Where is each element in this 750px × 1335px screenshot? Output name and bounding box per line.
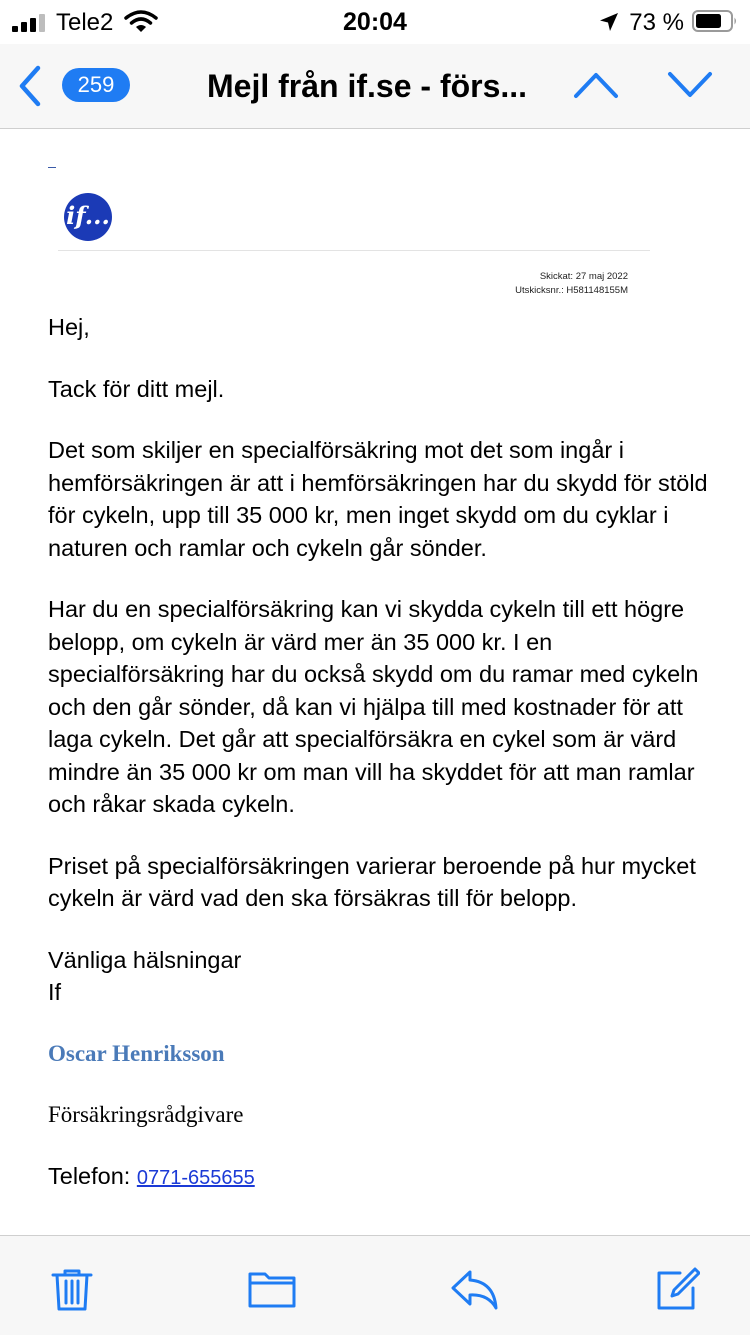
- carrier-name: Tele2: [56, 9, 114, 36]
- paragraph-special-insurance: Har du en specialförsäkring kan vi skydda cykeln till ett högre belopp, om cykeln är värd mer än 35 000 kr. I en specialförsäkring har du också skydd om du ramar med cykeln och den går sönder, då kan vi hjälpa till med kostnader för att laga cykeln. Det går att specialförsäkra en cykel som är värd mindre än 35 000 kr om man vill ha skyddet för att man ramlar och råkar skada cykeln.: [48, 596, 699, 817]
- header-divider: [58, 250, 650, 251]
- status-bar: [0, 0, 750, 44]
- phone-number-link[interactable]: 0771-655655: [136, 1166, 255, 1189]
- battery-icon: [692, 10, 738, 32]
- folder-icon[interactable]: [247, 1266, 297, 1312]
- email-body: [0, 129, 750, 1235]
- unread-count-badge[interactable]: 259: [62, 68, 130, 102]
- closing-greeting: Vänliga hälsningar: [48, 946, 242, 973]
- battery-percentage: 73 %: [629, 9, 684, 36]
- navigation-bar: [0, 44, 750, 129]
- closing-company: If: [48, 979, 62, 1005]
- email-content: [48, 311, 718, 1223]
- previous-message-chevron-up-icon[interactable]: [572, 70, 620, 100]
- signature-name: Oscar Henriksson: [48, 1040, 225, 1066]
- back-chevron-icon[interactable]: [16, 64, 46, 108]
- phone-label: Telefon:: [48, 1162, 137, 1189]
- reply-icon[interactable]: [450, 1266, 500, 1312]
- dispatch-number: Utskicksnr.: H581148155M: [515, 285, 628, 296]
- compose-icon[interactable]: [654, 1266, 700, 1312]
- tiny-header-link[interactable]: [48, 167, 56, 168]
- email-meta: [515, 270, 628, 298]
- next-message-chevron-down-icon[interactable]: [666, 70, 714, 100]
- bottom-toolbar: [0, 1235, 750, 1335]
- email-subject-title: Mejl från if.se - förs...: [207, 68, 528, 104]
- location-arrow-icon: [598, 11, 620, 33]
- clock-time: 20:04: [343, 8, 407, 36]
- paragraph-price: Priset på specialförsäkringen varierar beroende på hur mycket cykeln är värd vad den ska försäkras till för belopp.: [48, 852, 696, 911]
- if-logo: if...: [64, 193, 112, 241]
- trash-icon[interactable]: [49, 1266, 95, 1312]
- signature-title: Försäkringsrådgivare: [48, 1101, 244, 1127]
- closing: [48, 944, 718, 1009]
- phone-line: [48, 1160, 718, 1195]
- greeting: Hej,: [48, 314, 90, 340]
- paragraph-thanks: Tack för ditt mejl.: [48, 375, 225, 402]
- sent-date: Skickat: 27 maj 2022: [539, 271, 628, 282]
- paragraph-difference: Det som skiljer en specialförsäkring mot det som ingår i hemförsäkringen är att i hemförsäkringen har du skydd för stöld för cykeln, upp till 35 000 kr, men inget skydd om du cyklar i naturen och ramlar och cykeln går sönder.: [48, 437, 708, 561]
